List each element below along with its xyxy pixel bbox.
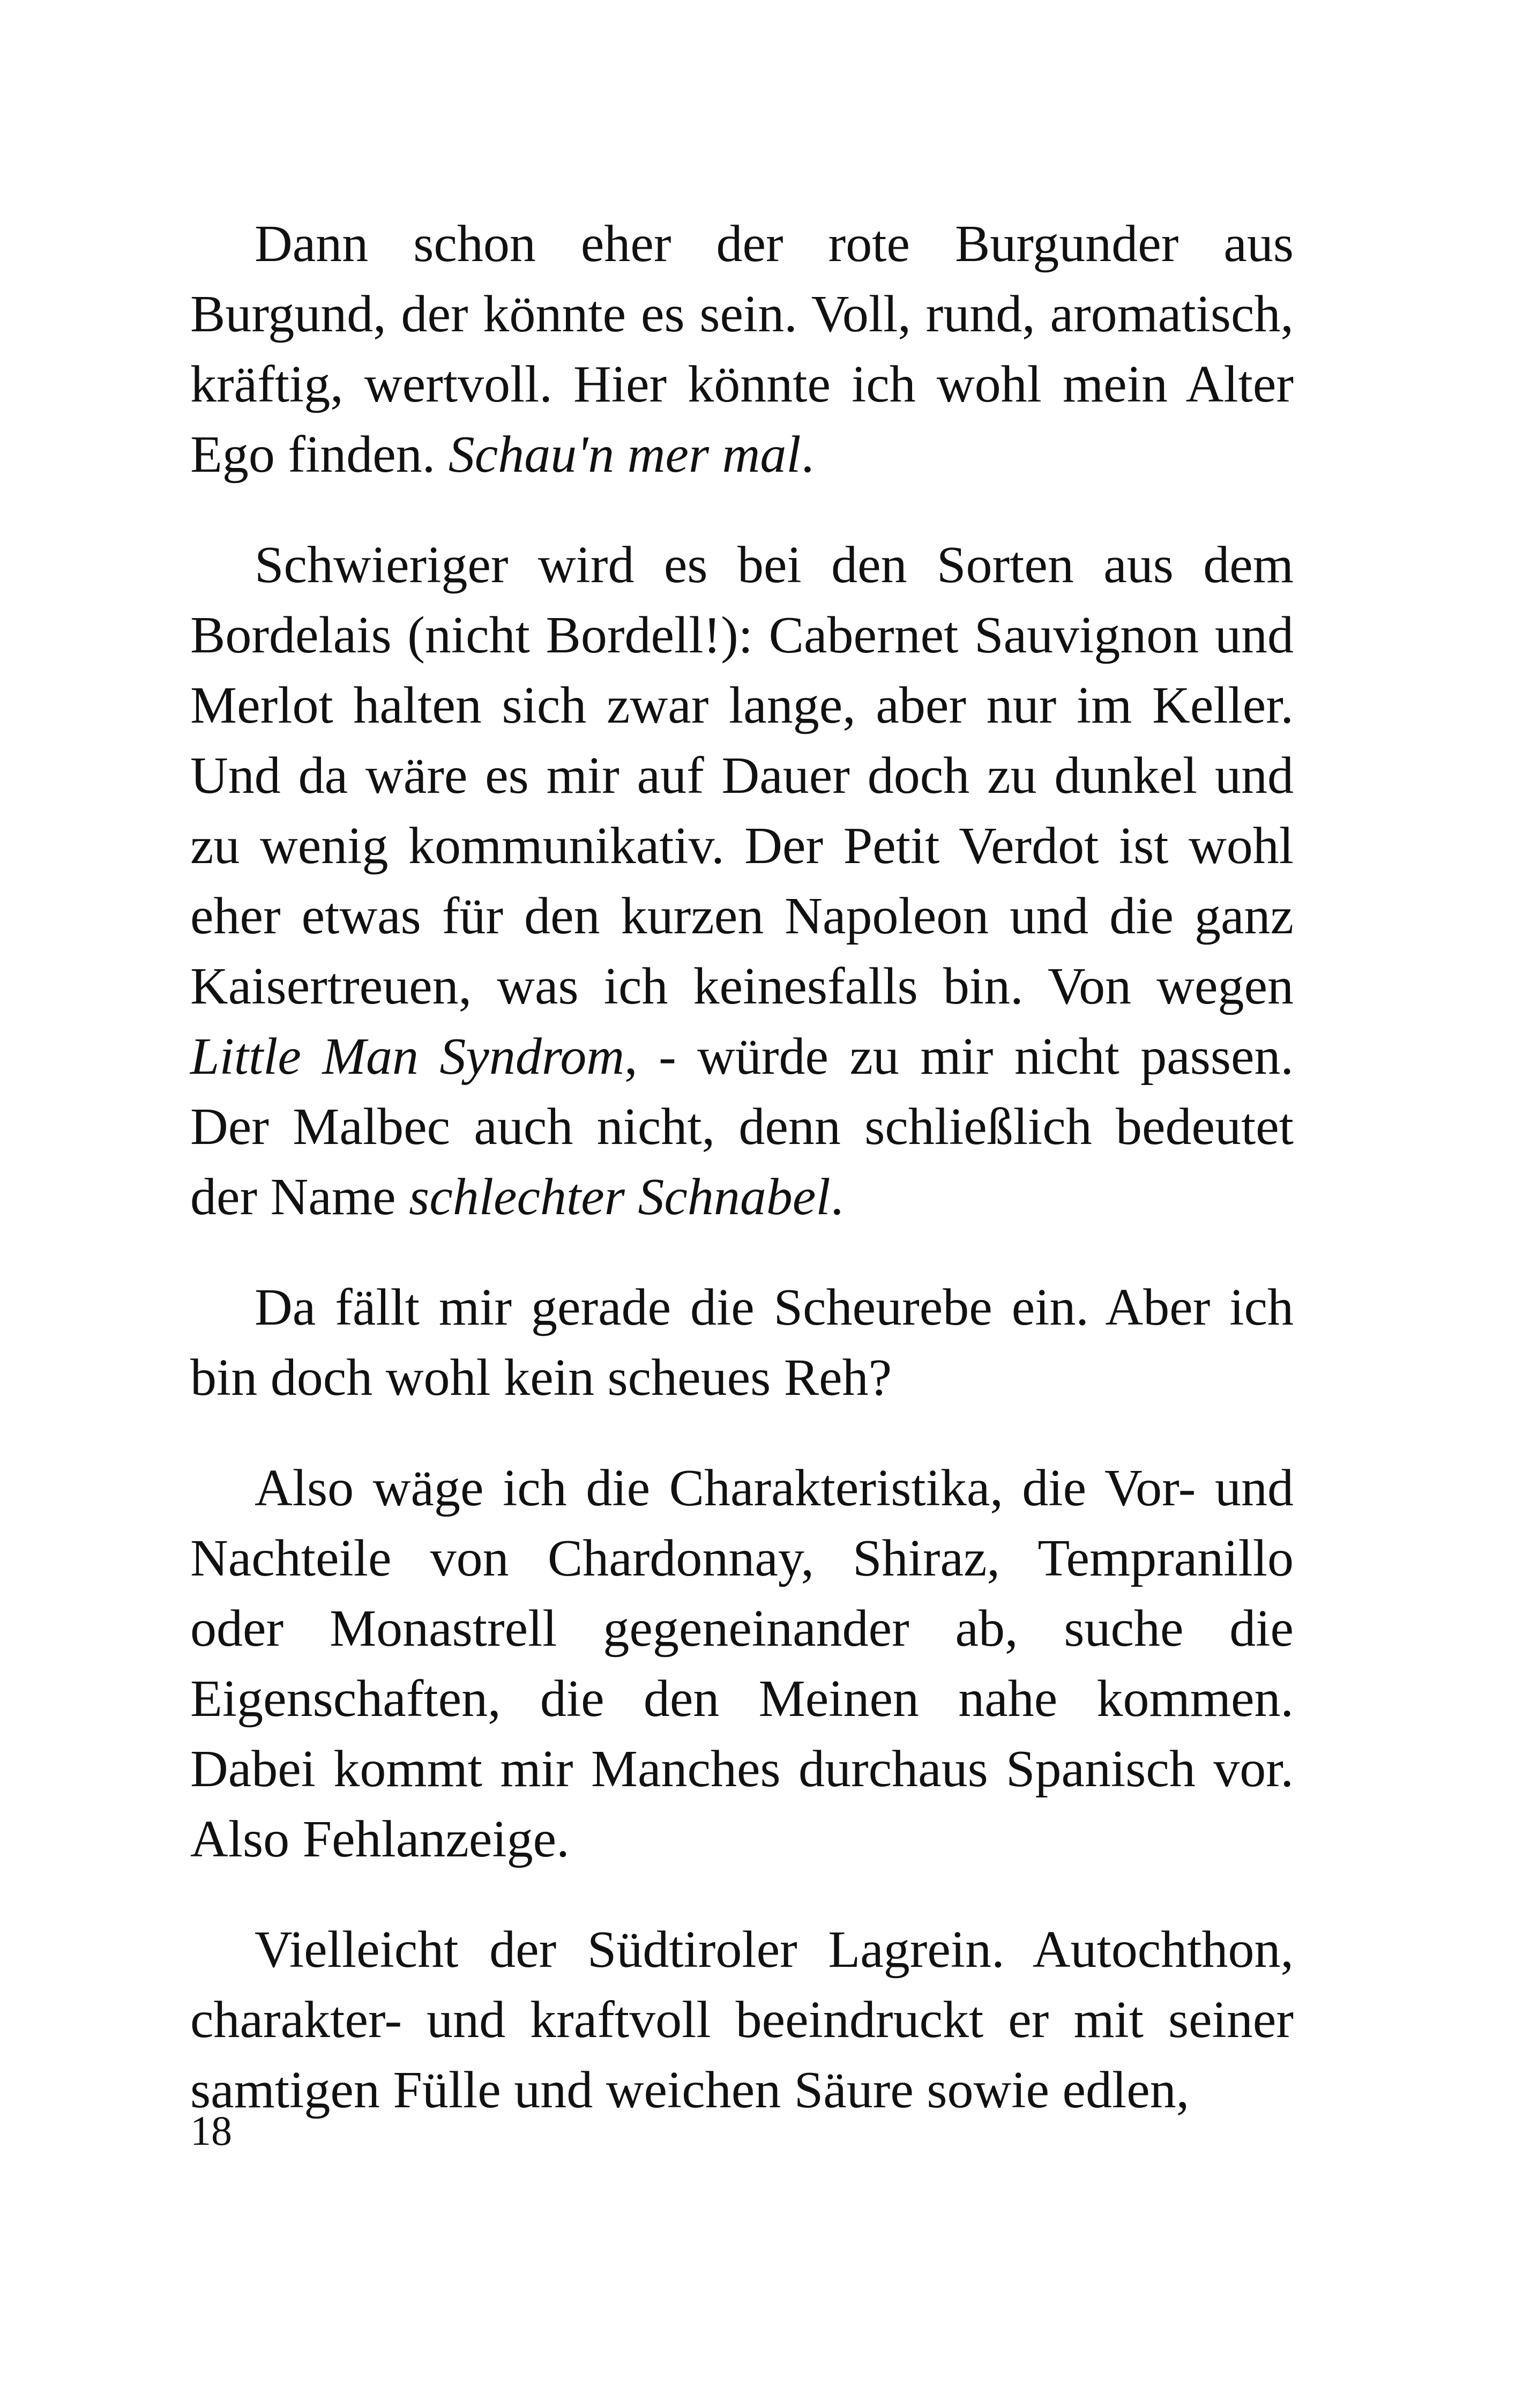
paragraph-bordelais bbox=[190, 530, 1294, 1232]
text-run: , - würde zu mir nicht passen. Der Malbec auch nicht, denn schließlich bedeutet der Name bbox=[190, 1028, 1294, 1226]
italic-phrase: Schau'n mer mal bbox=[448, 426, 801, 484]
text-run: Dann schon eher der rote Burgunder aus Burgund, der könnte es sein. Voll, rund, aromatisch, kräftig, wertvoll. Hier könnte ich wohl mein Alter Ego finden. bbox=[190, 215, 1294, 484]
text-run: . bbox=[801, 426, 815, 484]
paragraph-lagrein: Vielleicht der Südtiroler Lagrein. Autochthon, charakter- und kraftvoll beeindruckt er mit seiner samtigen Fülle und weichen Säure sowie edlen, bbox=[190, 1921, 1294, 2119]
text-run: Schwieriger wird es bei den Sorten aus dem Bordelais (nicht Bordell!): Cabernet Sauvignon und Merlot halten sich zwar lange, aber nur im Keller. Und da wäre es mir auf Dauer doch zu dunkel und zu wenig kommunikativ. Der Petit Verdot ist wohl eher etwas für den kurzen Napoleon und die ganz Kaisertreuen, was ich keinesfalls bin. Von wegen bbox=[190, 536, 1294, 1015]
page-number: 18 bbox=[190, 2107, 232, 2154]
paragraph-charakteristika: Also wäge ich die Charakteristika, die Vor- und Nachteile von Chardonnay, Shiraz, Tempranillo oder Monastrell gegeneinander ab, suche die Eigenschaften, die den Meinen nahe kommen. Dabei kommt mir Manches durchaus Spanisch vor. Also Fehlanzeige. bbox=[190, 1459, 1294, 1868]
italic-phrase: schlechter Schnabel bbox=[409, 1168, 831, 1226]
text-run: . bbox=[830, 1168, 844, 1226]
paragraph-scheurebe: Da fällt mir gerade die Scheurebe ein. Aber ich bin doch wohl kein scheues Reh? bbox=[190, 1279, 1294, 1407]
italic-phrase: Little Man Syndrom bbox=[190, 1028, 625, 1086]
paragraph-burgunder bbox=[190, 209, 1294, 490]
page-body bbox=[190, 209, 1294, 2166]
